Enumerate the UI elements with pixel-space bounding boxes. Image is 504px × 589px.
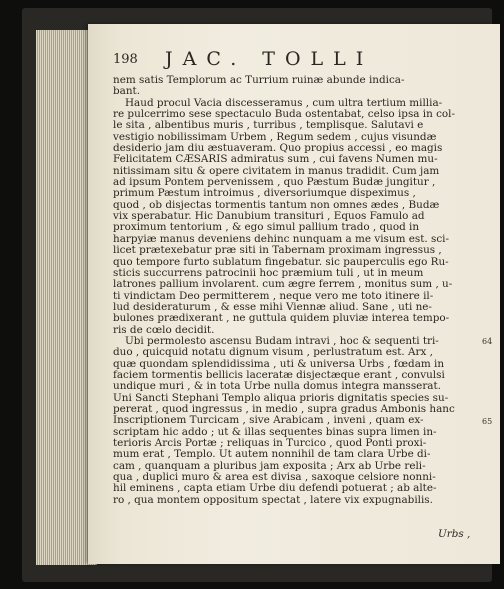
text-line: latrones pallium involarent. cum ægre ferrem , monitus sum , u- <box>113 278 453 291</box>
text-line: proximum tentorium , & ego simul pallium trado , quod in <box>113 221 420 234</box>
text-line: sticis succurrens patrocinii hoc præmium tuli , ut in meum <box>113 266 424 279</box>
text-line: Haud procul Vacia discesseramus , cum ultra tertium millia- <box>125 96 443 109</box>
book-page <box>88 24 500 564</box>
marginal-note: 65 <box>482 416 493 426</box>
text-line: terioris Arcis Portæ ; reliquas in Turcico , quod Ponti proxi- <box>113 437 427 449</box>
text-line: Felicitatem CÆSARIS admiratus sum , cui favens Numen mu- <box>113 153 438 166</box>
text-line: Ubi permolesto ascensu Budam intravi , hoc & sequenti tri- <box>125 334 439 347</box>
text-line: ro , qua montem oppositum spectat , latere vix expugnabilis. <box>113 493 433 506</box>
text-line: quæ quondam splendidissima , uti & universa Urbs , fœdam in <box>113 357 445 370</box>
text-line: pererat , quod ingressus , in medio , supra gradus Ambonis hanc <box>113 402 455 415</box>
text-line: desiderio jam diu æstuaveram. Quo propius accessi , eo magis <box>113 142 443 155</box>
text-line: ad ipsum Pontem pervenissem , quo Pæstum Budæ jungitur , <box>113 176 436 189</box>
body-text <box>113 75 479 506</box>
text-line: lud desideraturum , & esse mihi Viennæ aliud. Sane , uti ne- <box>113 300 432 313</box>
text-line: vix sperabatur. Hic Danubium transituri , Equos Famulo ad <box>113 210 425 223</box>
text-line: scriptam hic addo ; ut & illas sequentes binas supra limen in- <box>113 425 437 438</box>
text-line: bant. <box>113 85 141 98</box>
text-line: quod , ob disjectas tormentis tantum non omnes ædes , Budæ <box>113 198 440 211</box>
text-line: vestigio nobilissimam Urbem , Regum sedem , cujus visundæ <box>113 130 437 143</box>
text-line: cam , quanquam a pluribus jam exposita ; Arx ab Urbe reli- <box>113 459 426 472</box>
text-line: Inscriptionem Turcicam , sive Arabicam , inveni , quam ex- <box>113 414 424 427</box>
text-line: duo , quicquid notatu dignum visum , perlustratum est. Arx , <box>113 346 433 359</box>
text-line: primum Pæstum introimus , diversoriumque dispeximus , <box>113 187 416 200</box>
page-header <box>113 48 478 72</box>
text-line: re pulcerrimo sese spectaculo Buda ostentabat, celso ipsa in col- <box>113 108 455 121</box>
text-line: ti vindictam Deo permitterem , neque vero me toto itinere il- <box>113 289 434 302</box>
text-line: hil eminens , capta etiam Urbe diu defendi potuerat ; ab alte- <box>113 482 437 495</box>
text-line: licet prætexebatur præ siti in Tabernam proximam ingressus , <box>113 244 442 257</box>
text-line: mum erat , Templo. Ut autem nonnihil de tam clara Urbe di- <box>113 448 431 461</box>
text-line: nem satis Templorum ac Turrium ruinæ abunde indica- <box>113 74 405 86</box>
text-line: nitissimam situ & opere civitatem in manus tradidit. Cum jam <box>113 164 440 177</box>
catchword: Urbs , <box>438 528 471 540</box>
marginal-note: 64 <box>482 337 493 347</box>
text-line: Uni Sancti Stephani Templo aliqua prioris dignitatis species su- <box>113 391 449 404</box>
text-line: ris de cœlo decidit. <box>113 323 215 336</box>
text-line: undique muri , & in tota Urbe nulla domus integra mansserat. <box>113 380 441 393</box>
page-number: 198 <box>113 52 138 67</box>
text-line: quo tempore furto sublatum fingebatur. sic pauperculis ego Ru- <box>113 255 449 268</box>
text-line: le sita , albentibus muris , turribus , templisque. Salutavi e <box>113 119 424 132</box>
running-head: JAC. TOLLI <box>165 48 374 70</box>
text-line: faciem tormentis bellicis laceratæ disjectæque erant , convulsi <box>113 368 445 381</box>
text-line: harpyiæ manus deveniens dehinc nunquam a me visum est. sci- <box>113 232 449 245</box>
text-line: qua , duplici muro & area est divisa , saxoque celsiore nonni- <box>113 471 436 484</box>
text-line: bulones prædixerant , ne guttula quidem pluviæ interea tempo- <box>113 312 450 325</box>
